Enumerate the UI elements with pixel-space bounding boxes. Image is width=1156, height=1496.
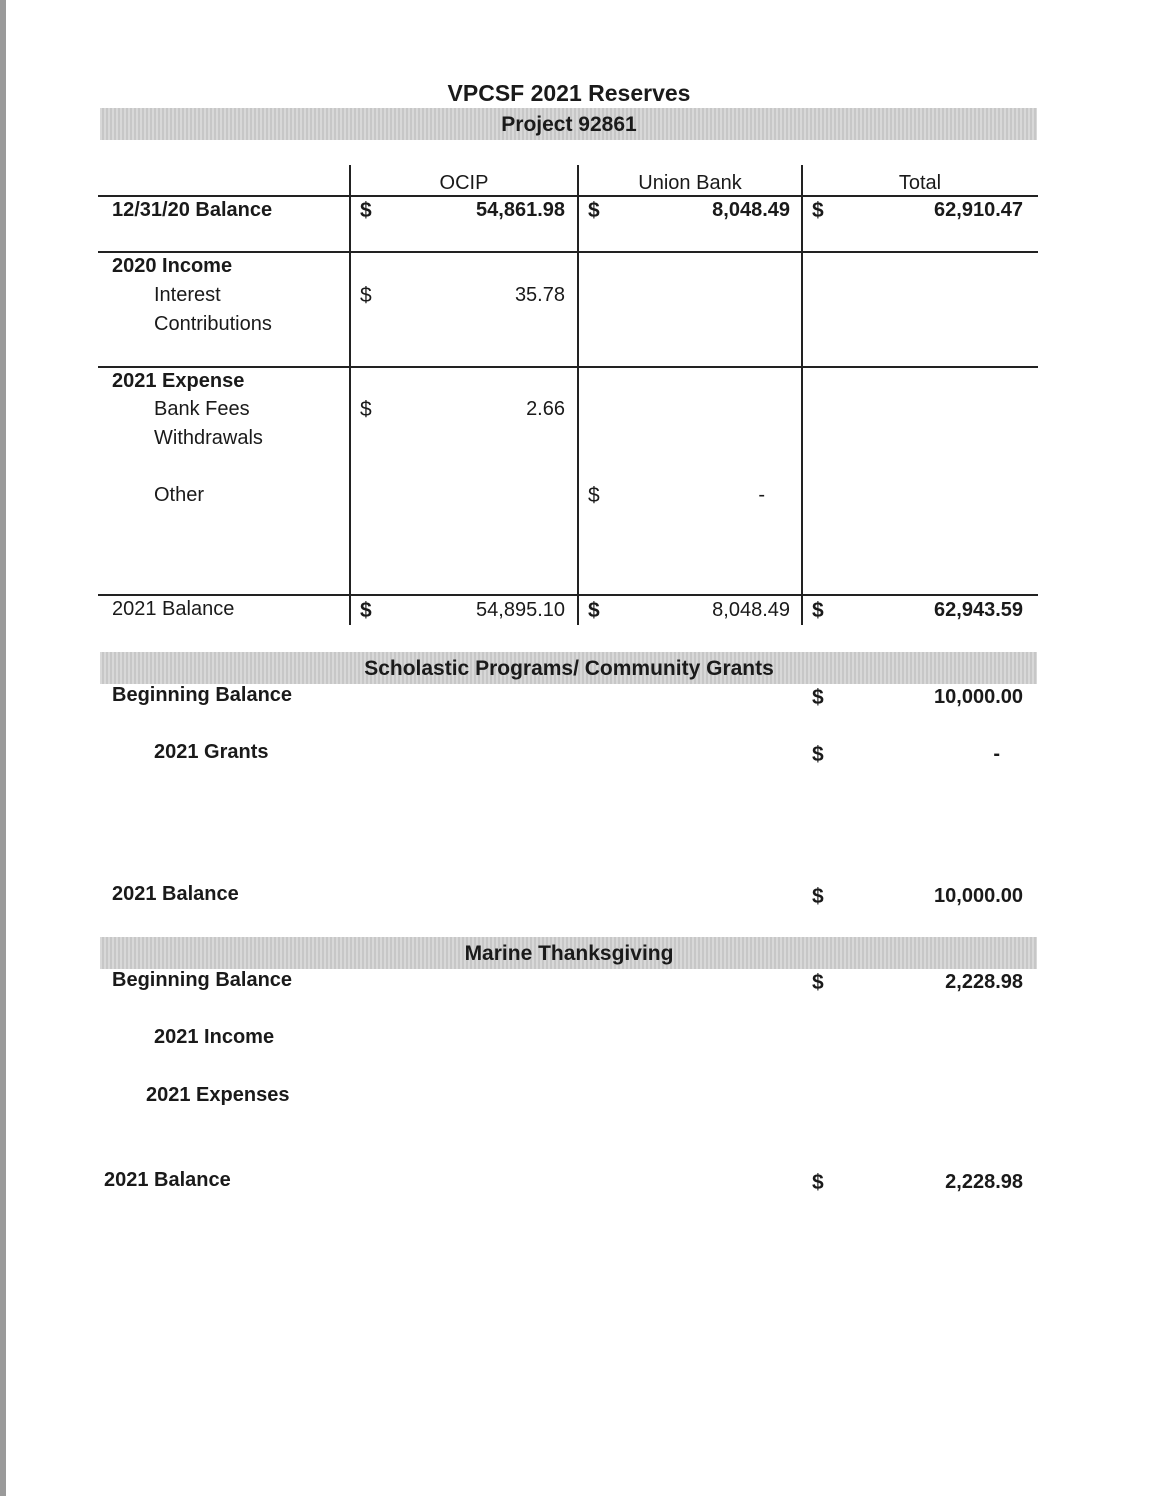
opening-balance-ocip: 54,861.98 [476,199,565,221]
opening-balance-total: 62,910.47 [934,199,1023,221]
page-title: VPCSF 2021 Reserves [447,80,691,106]
marine-income-label: 2021 Income [154,1026,275,1048]
table-divider-3 [801,165,803,625]
scholastic-beginning-label: Beginning Balance [112,684,293,706]
marine-balance-label: 2021 Balance [104,1169,231,1191]
currency-symbol: $ [812,599,824,622]
table-rule-expense [98,366,1038,368]
closing-balance-label: 2021 Balance [112,598,235,620]
currency-symbol: $ [588,199,600,222]
expense-section-label: 2021 Expense [112,370,245,392]
bank-fees-ocip: 2.66 [526,398,565,420]
withdrawals-label: Withdrawals [154,427,263,449]
currency-symbol: $ [360,284,372,307]
table-divider-1 [349,165,351,625]
scan-edge [0,0,6,1496]
project-label: Project 92861 [501,113,637,136]
column-header-ocip: OCIP [439,172,489,194]
interest-label: Interest [154,284,221,306]
closing-balance-ocip: 54,895.10 [476,599,565,621]
currency-symbol: $ [812,885,824,908]
scholastic-title: Scholastic Programs/ Community Grants [364,657,774,680]
marine-beginning-value: 2,228.98 [945,971,1023,993]
marine-title: Marine Thanksgiving [464,942,674,965]
scholastic-balance-value: 10,000.00 [934,885,1023,907]
currency-symbol: $ [588,599,600,622]
table-rule-balance [98,594,1038,596]
closing-balance-total: 62,943.59 [934,599,1023,621]
currency-symbol: $ [812,743,824,766]
other-label: Other [154,484,205,506]
column-header-union-bank: Union Bank [638,172,742,194]
marine-balance-value: 2,228.98 [945,1171,1023,1193]
scholastic-beginning-value: 10,000.00 [934,686,1023,708]
currency-symbol: $ [812,971,824,994]
currency-symbol: $ [812,1171,824,1194]
table-header-rule [98,195,1038,197]
bank-fees-label: Bank Fees [154,398,250,420]
column-header-total: Total [898,172,942,194]
currency-symbol: $ [360,599,372,622]
currency-symbol: $ [812,199,824,222]
marine-beginning-label: Beginning Balance [112,969,293,991]
currency-symbol: $ [812,686,824,709]
scholastic-grants-label: 2021 Grants [154,741,269,763]
marine-expenses-label: 2021 Expenses [146,1084,290,1106]
opening-balance-union-bank: 8,048.49 [712,199,790,221]
other-union-bank: - [758,484,765,506]
opening-balance-label: 12/31/20 Balance [112,199,273,221]
scholastic-balance-label: 2021 Balance [112,883,239,905]
interest-ocip: 35.78 [514,284,565,306]
table-rule-income [98,251,1038,253]
scholastic-grants-value: - [993,743,1000,765]
table-divider-2 [577,165,579,625]
currency-symbol: $ [360,398,372,421]
income-section-label: 2020 Income [112,255,233,277]
currency-symbol: $ [588,484,600,507]
contributions-label: Contributions [154,313,272,335]
closing-balance-union-bank: 8,048.49 [712,599,790,621]
currency-symbol: $ [360,199,372,222]
